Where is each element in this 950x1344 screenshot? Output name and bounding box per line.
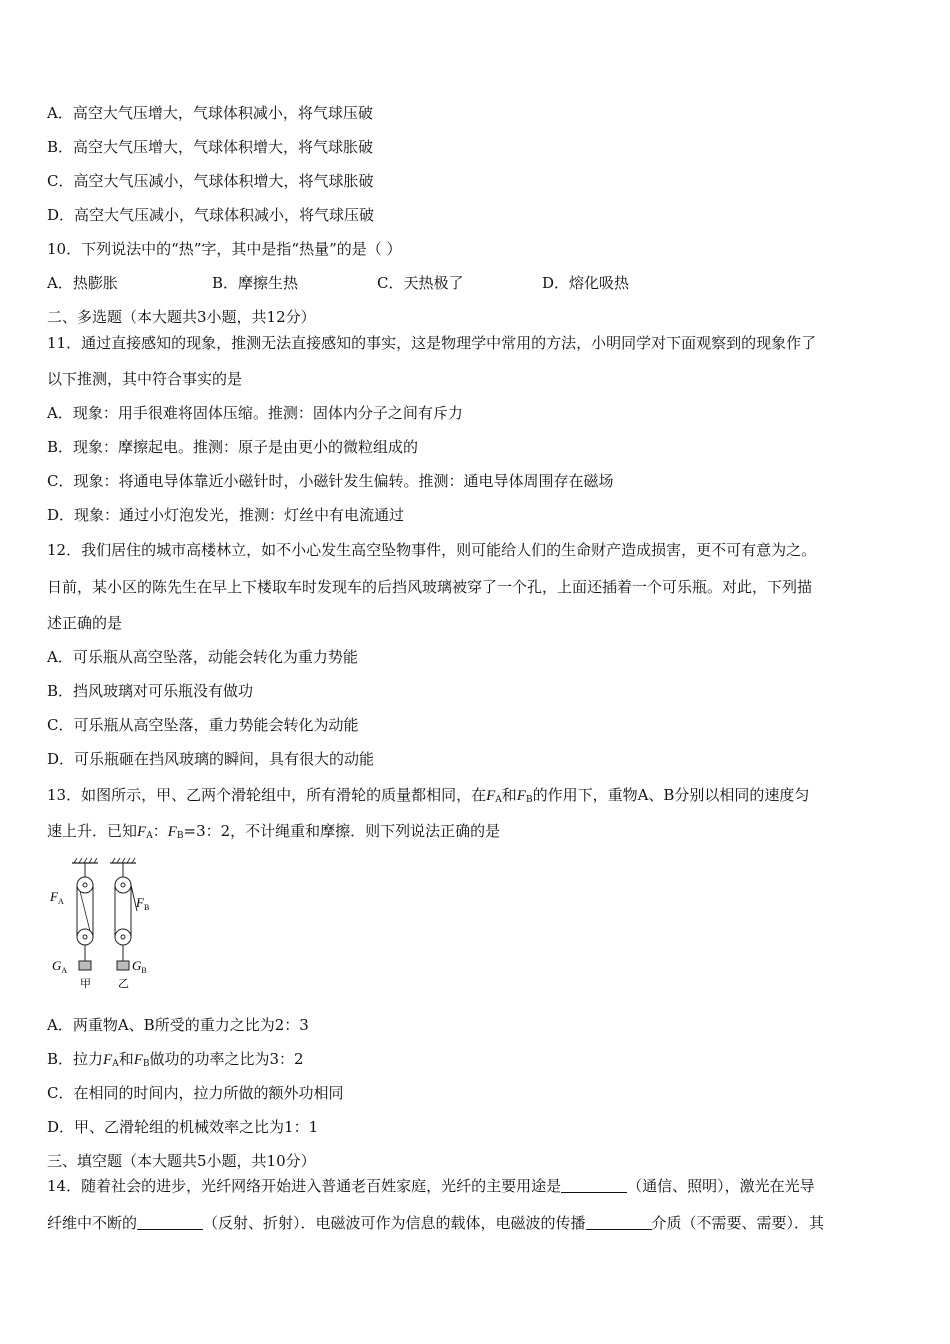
q13-stem1-text-b: 和: [501, 786, 517, 804]
q13-option-d: D．甲、乙滑轮组的机械效率之比为1：1: [47, 1118, 319, 1136]
section-2-heading: 二、多选题（本大题共3小题，共12分）: [47, 308, 316, 326]
q13-force-b-symbol: F: [516, 788, 526, 804]
q13-option-b: [47, 1049, 304, 1074]
q13-optb-fa-subscript: A: [112, 1059, 119, 1069]
q13-optb-text-a: B．拉力: [47, 1050, 104, 1068]
q13-option-a: A．两重物A、B所受的重力之比为2：3: [47, 1016, 309, 1034]
q10-option-c: C．天热极了: [377, 274, 464, 292]
q12-option-c: C．可乐瓶从高空坠落，重力势能会转化为动能: [47, 716, 359, 734]
q13-force-a-subscript: A: [495, 795, 502, 805]
label-fb: $F_B$: [136, 895, 150, 912]
pulley-system-figure: [44, 855, 174, 995]
label-ga: $G_A$: [52, 958, 68, 975]
q12-stem-line2: 日前，某小区的陈先生在早上下楼取车时发现车的后挡风玻璃被穿了一个孔，上面还插着一个可乐瓶。对此，下列描: [47, 578, 813, 596]
yi-fixed-pulley: [115, 877, 131, 893]
q13-stem1-text-a: 13．如图所示，甲、乙两个滑轮组中，所有滑轮的质量都相同，在: [47, 786, 487, 804]
q13-optb-text-b: 和: [118, 1050, 134, 1068]
q13-stem-line2: [47, 821, 500, 846]
q12-stem-line3: 述正确的是: [47, 614, 123, 632]
q13-force-a-symbol: F: [486, 788, 496, 804]
q13-optb-text-c: 做功的功率之比为3：2: [149, 1050, 304, 1068]
q13-stem-line1: [47, 785, 809, 810]
q13-ratio-fa-subscript: A: [146, 831, 153, 841]
q9-option-c: C．高空大气压减小，气球体积增大，将气球胀破: [47, 172, 374, 190]
weight-a-block: [79, 961, 91, 970]
q14-line2-text-b: （反射、折射）．电磁波可作为信息的载体，电磁波的传播: [203, 1214, 586, 1232]
q9-option-a: A．高空大气压增大，气球体积减小，将气球压破: [47, 104, 373, 122]
q14-line1: [47, 1176, 815, 1196]
q11-stem-line1: 11．通过直接感知的现象，推测无法直接感知的事实，这是物理学中常用的方法，小明同学对下面观察到的现象作了: [47, 334, 817, 352]
q12-stem-line1: 12．我们居住的城市高楼林立，如不小心发生高空坠物事件，则可能给人们的生命财产造成损害，更不可有意为之。: [47, 541, 817, 559]
q14-line2-text-c: 介质（不需要、需要）．其: [651, 1214, 825, 1232]
q12-option-b: B．挡风玻璃对可乐瓶没有做功: [47, 682, 254, 700]
jia-movable-pulley: [77, 929, 93, 945]
q13-ratio-fb-subscript: B: [176, 831, 184, 841]
q13-option-c: C．在相同的时间内，拉力所做的额外功相同: [47, 1084, 344, 1102]
q13-optb-fb-symbol: F: [133, 1052, 143, 1068]
q13-stem2-text-c: =3：2，不计绳重和摩擦．则下列说法正确的是: [183, 822, 501, 840]
q9-option-d: D．高空大气压减小，气球体积减小，将气球压破: [47, 206, 375, 224]
q11-option-c: C．现象：将通电导体靠近小磁针时，小磁针发生偏转。推测：通电导体周围存在磁场: [47, 472, 614, 490]
q12-option-a: A．可乐瓶从高空坠落，动能会转化为重力势能: [47, 648, 358, 666]
q11-option-b: B．现象：摩擦起电。推测：原子是由更小的微粒组成的: [47, 438, 419, 456]
q12-option-d: D．可乐瓶砸在挡风玻璃的瞬间，具有很大的动能: [47, 750, 375, 768]
q10-stem: 10．下列说法中的“热”字，其中是指“热量”的是（ ）: [47, 240, 402, 258]
label-jia: 甲: [80, 977, 91, 990]
q13-stem2-text-a: 速上升．已知: [47, 822, 138, 840]
q13-ratio-fa-symbol: F: [137, 824, 147, 840]
q11-stem-line2: 以下推测，其中符合事实的是: [47, 370, 243, 388]
q13-ratio-fb-symbol: F: [167, 824, 177, 840]
q10-option-b: B．摩擦生热: [212, 274, 299, 292]
section-3-heading: 三、填空题（本大题共5小题，共10分）: [47, 1152, 316, 1170]
q14-line1-text-a: 14．随着社会的进步，光纤网络开始进入普通老百姓家庭，光纤的主要用途是: [47, 1177, 562, 1195]
q14-line1-text-b: （通信、照明），激光在光导: [627, 1177, 815, 1195]
q13-stem2-text-b: ：: [152, 822, 168, 840]
jia-fixed-pulley: [77, 877, 93, 893]
q13-optb-fa-symbol: F: [103, 1052, 113, 1068]
q13-force-b-subscript: B: [525, 795, 533, 805]
q13-optb-fb-subscript: B: [142, 1059, 150, 1069]
q10-option-d: D．熔化吸热: [542, 274, 630, 292]
q14-blank-1[interactable]: [561, 1178, 627, 1193]
q11-option-d: D．现象：通过小灯泡发光，推测：灯丝中有电流通过: [47, 506, 405, 524]
q14-blank-3[interactable]: [586, 1215, 652, 1230]
ceiling-hatching: [74, 858, 135, 863]
q14-line2-text-a: 纤维中不断的: [47, 1214, 138, 1232]
q10-option-a: A．热膨胀: [47, 274, 118, 292]
label-fa: $F_A$: [50, 889, 64, 906]
q9-option-b: B．高空大气压增大，气球体积增大，将气球胀破: [47, 138, 374, 156]
q13-stem1-text-c: 的作用下，重物A、B分别以相同的速度匀: [532, 786, 810, 804]
q14-blank-2[interactable]: [137, 1215, 203, 1230]
q11-option-a: A．现象：用手很难将固体压缩。推测：固体内分子之间有斥力: [47, 404, 463, 422]
label-yi: 乙: [118, 977, 129, 990]
jia-rope-cross: [80, 891, 90, 931]
weight-b-block: [117, 961, 129, 970]
label-gb: $G_B$: [132, 958, 147, 975]
yi-movable-pulley: [115, 929, 131, 945]
q14-line2: [47, 1213, 824, 1233]
